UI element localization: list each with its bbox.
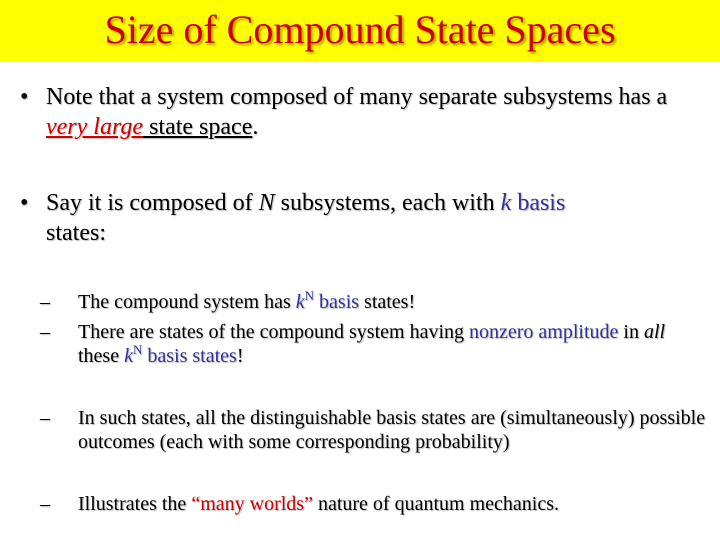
bullet-2-text-c: basis xyxy=(511,190,566,216)
dash-mark: – xyxy=(40,291,50,313)
sub-2-all: all xyxy=(643,321,666,343)
sub-1-text-b: basis xyxy=(314,291,360,313)
sub-1-exp: N xyxy=(304,288,315,303)
sub-2-text-b: in xyxy=(618,321,644,343)
bullet-1 xyxy=(20,82,700,142)
bullet-1-text-a: Note that a system composed of many separate subsystems has a xyxy=(46,84,668,110)
bullet-mark: • xyxy=(20,190,29,216)
sub-2-text-e: ! xyxy=(236,345,244,367)
bullet-2-var-n: N xyxy=(258,190,275,216)
bullet-2-var-k: k xyxy=(500,190,512,216)
sub-1-k: k xyxy=(295,291,305,313)
sub-2-text-c: these xyxy=(78,345,125,367)
bullet-1-text-b: state space xyxy=(143,114,253,140)
bullet-1-emphasis: very large xyxy=(46,114,144,140)
slide-title: Size of Compound State Spaces xyxy=(104,7,616,52)
sub-2-nonzero: nonzero amplitude xyxy=(469,321,619,343)
sub-2-text-d: basis states xyxy=(142,345,237,367)
dash-mark: – xyxy=(40,321,50,343)
sub-1-text-c: states! xyxy=(359,291,416,313)
sub-2-exp: N xyxy=(132,342,143,357)
sub-bullet-2 xyxy=(40,320,710,368)
bullet-mark: • xyxy=(20,84,29,110)
dash-mark: – xyxy=(40,493,50,515)
bullet-1-text-c: . xyxy=(252,114,259,140)
sub-1-text-a: The compound system has xyxy=(78,291,296,313)
sub-4-text-b: nature of quantum mechanics. xyxy=(312,493,559,515)
bullet-2-text-a: Say it is composed of xyxy=(46,190,259,216)
sub-3-text: In such states, all the distinguishable basis states are (simultaneously) possible outcomes (each with some corresponding probability) xyxy=(78,407,706,453)
sub-2-k: k xyxy=(124,345,133,367)
sub-bullet-1 xyxy=(40,290,710,314)
dash-mark: – xyxy=(40,407,50,429)
bullet-2-text-d: states: xyxy=(46,220,106,246)
sub-4-text-a: Illustrates the xyxy=(78,493,192,515)
sub-4-quote: “many worlds” xyxy=(191,493,313,515)
sub-bullet-3 xyxy=(40,406,710,454)
bullet-2-text-b: subsystems, each with xyxy=(274,190,501,216)
sub-2-text-a: There are states of the compound system having xyxy=(78,321,469,343)
sub-bullet-4 xyxy=(40,492,710,516)
bullet-2 xyxy=(20,188,700,248)
